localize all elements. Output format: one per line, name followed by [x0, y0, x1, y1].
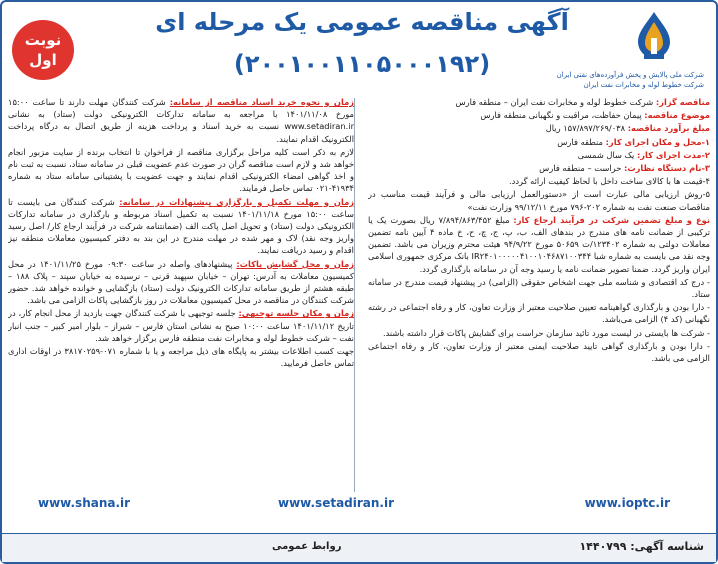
- guarantee-label: نوع و مبلغ تضمین شرکت در فرآیند ارجاع کار:: [513, 214, 710, 225]
- purchase-docs: [8, 96, 354, 145]
- tender-number: (۲۰۰۱۰۰۱۱۰۵۰۰۰۱۹۲): [233, 50, 491, 78]
- supervisor-label: ۳-نام دستگاه نظارت:: [624, 163, 710, 174]
- supervisor-value: حراست – منطقه فارس: [539, 163, 624, 174]
- logo-text-1: شرکت ملی پالایش و پخش فرآورده‌های نفتی ایران: [556, 71, 704, 79]
- requirement-safety: - دارا بودن و بارگذاری گواهی تایید صلاحیت ایمنی معتبر از وزارت تعاون، کار و رفاه اجتماعی الزامی می باشد.: [368, 340, 710, 364]
- tenderer: [368, 96, 710, 108]
- opening: [8, 258, 354, 307]
- oil-company-logo-icon: [624, 8, 684, 66]
- opening-text: پیشنهادهای واصله در ساعت ۰۹:۳۰ مورخ ۱۴۰۱/۱۱/۲۵ در محل کمیسیون معاملات به آدرس: تهران – خیابان سپهبد قرنی – نرسیده به خیابان سپند – پلاک ۱۸۸ – طبقه هشتم از طریق سامانه تدارکات الکترونیک دولت (ستاد) بازگشایی و خوانده خواهد شد. حضور شرکت کنندگان در مناقصه در محل کمیسیون معاملات در روز بازگشایی پاکات الزامی می باشد.: [8, 258, 354, 306]
- notice-header: [2, 2, 716, 94]
- left-column: [8, 96, 354, 494]
- opening-heading: زمان و محل گشایش پاکات:: [236, 258, 354, 269]
- setad-link[interactable]: www.setadiran.ir: [278, 496, 395, 510]
- round-badge: [12, 20, 74, 80]
- briefing-text: جلسه توجیهی با شرکت کنندگان جهت بازدید از محل انجام کار، در تاریخ ۱۴۰۱/۱۱/۱۲ ساعت ۱۰:۰۰ صبح به نشانی استان فارس – شیراز – بلوار امیر کبیر – جنب انبار نفت – شرکت خطوط لوله و مخابرات نفت منطقه فارس برگزار خواهد شد.: [8, 308, 354, 343]
- badge-line-2: اول: [29, 51, 57, 69]
- ioptc-link[interactable]: www.ioptc.ir: [584, 496, 670, 510]
- briefing: [8, 307, 354, 344]
- tenderer-value: شرکت خطوط لوله و مخابرات نفت ایران – منطقه فارس: [455, 97, 656, 107]
- tenderer-label: مناقصه گزار:: [655, 97, 710, 107]
- subject-value: پیمان حفاظت، مراقبت و نگهبانی منطقه فارس: [480, 110, 645, 121]
- notice-title: آگهی مناقصه عمومی یک مرحله ای: [155, 8, 569, 36]
- purchase-docs-text: شرکت کنندگان مهلت دارند تا ساعت ۱۵:۰۰ مورخ ۱۴۰۱/۱۱/۰۸ با مراجعه به سامانه تدارکات الکترونیکی دولت (ستاد) به نشانی www.setadiran.ir نسبت به خرید اسناد و پرداخت هزینه از طریق اتصال به درگاه پرداخت الکترونیک اقدام نمایند.: [8, 97, 354, 144]
- requirement-economic-code: - درج کد اقتصادی و شناسه ملی جهت اشخاص حقوقی (الزامی) در پیشنهاد قیمت مندرج در سامانه ستاد.: [368, 276, 710, 300]
- public-relations: روابط عمومی: [272, 541, 342, 552]
- notice-id: شناسه آگهی: ۱۴۴۰۷۹۹: [579, 540, 704, 553]
- registration-note: لازم به ذکر است کلیه مراحل برگزاری مناقصه از فراخوان تا انتخاب برنده از سایت مزبور انجام خواهد شد و لازم است مناقصه گران در صورت عدم عضویت قبلی در سامانه ستاد، نسبت به ثبت نام و اخذ گواهی امضاء الکترونیکی اقدام نمایند و جهت عضویت با پشتیبانی سامانه ستاد به شماره ۴۱۹۳۴-۰۲۱ تماس حاصل فرمایند.: [8, 146, 354, 194]
- location: [368, 136, 710, 148]
- supervisor: [368, 162, 710, 174]
- estimate-label: مبلغ برآورد مناقصه:: [627, 123, 710, 134]
- location-value: منطقه فارس: [557, 136, 606, 147]
- subject: [368, 109, 710, 121]
- website-links: [8, 496, 710, 516]
- logo-text-2: شرکت خطوط لوله و مخابرات نفت ایران: [583, 81, 704, 89]
- shana-link[interactable]: www.shana.ir: [38, 496, 131, 510]
- notice-body: [8, 96, 710, 494]
- duration: [368, 149, 710, 161]
- submission-deadline: [8, 196, 354, 257]
- subject-label: موضوع مناقصه:: [644, 110, 710, 121]
- duration-label: ۲-مدت اجرای کار:: [636, 149, 710, 160]
- submission-heading: زمان و مهلت تکمیل و بارگزاری پیشنهادات در سامانه:: [119, 196, 354, 207]
- contact-info: جهت کسب اطلاعات بیشتر به پایگاه های ذیل مراجعه و یا با شماره ۰۷۱-۳۸۱۷۰۲۵۹ در اوقات اداری تماس حاصل فرمایید.: [8, 346, 354, 369]
- right-column: [368, 96, 710, 494]
- badge-line-1: نوبت: [24, 31, 62, 49]
- guarantee: [368, 214, 710, 275]
- company-logo: [556, 8, 704, 94]
- submission-text: شرکت کنندگان می بایست تا ساعت ۱۵:۰۰ مورخ ۱۴۰۱/۱۱/۱۸ نسبت به تکمیل اسناد مربوطه و بارگذاری در سامانه تدارکات الکترونیکی دولت (ستاد) و تحویل اصل پاکت الف (ضمانتنامه شرکت در فرآیند ارجاع کار/ اصل رسید واریز وجه نقد) لاک و مهر شده در مهلت مندرج در این بند به دفتر کمیسیون معاملات منطقه نیز اقدام و رسید دریافت نمایند.: [8, 196, 354, 256]
- notice-footer: [2, 533, 716, 562]
- evaluation-method: ۵-روش ارزیابی مالی عبارت است از «دستورالعمل ارزیابی مالی و فرآیند قیمت مناسب در مناقصات صنعت نفت به شماره ۲۰۲-۷۹۶ مورخ ۹۹/۱۲/۱۱ وزارت نفت»: [368, 189, 710, 212]
- duration-value: یک سال شمسی: [577, 149, 637, 160]
- purchase-docs-heading: زمان و نحوه خرید اسناد مناقصه از سامانه:: [169, 97, 354, 107]
- briefing-heading: زمان و مکان جلسه توجیهی:: [238, 308, 354, 319]
- requirement-security: - شرکت ها بایستی در لیست مورد تائید سازمان حراست برای گشایش پاکات قرار داشته باشند.: [382, 327, 710, 338]
- estimate-value: ۱۵۷/۸۹۷/۲۶۹/۰۳۸ ریال: [545, 123, 628, 134]
- estimate: [368, 122, 710, 134]
- requirement-qualification: - دارا بودن و بارگذاری گواهینامه تعیین صلاحیت معتبر از وزارت تعاون، کار و رفاه اجتماعی در رشته نگهبانی (کد ۴) الزامی می‌باشد.: [368, 302, 710, 325]
- pricing-note: ۴-قیمت ها با کالای ساخت داخل با لحاظ کیفیت ارائه گردد.: [508, 176, 710, 187]
- location-label: ۱-محل و مکان اجرای کار:: [605, 136, 710, 147]
- guarantee-value: مبلغ ۷/۸۹۴/۸۶۳/۴۵۲ ریال بصورت یک یا ترکیبی از ضمانت نامه های مندرج در بندهای الف، ب، پ، ج، چ، ح، خ ماده ۴ آیین نامه تضمین معاملات دولتی به شماره ۱۲۳۴۰۲/ت ۵۰۶۵۹ مورخ ۹۴/۹/۲۲ هیئت محترم وزیران می باشد. تضمین وجه نقد می بایست به شماره شبا IR۲۴۰۱۰۰۰۰۰۴۱۰۰۱۰۴۶۸۷۱۰۰۳۴۴ بانک مرکزی جمهوری اسلامی ایران واریز گردد. ضمنا تصویر ضمانت نامه یا رسید وجه آن در سامانه بارگذاری گردد.: [368, 214, 710, 274]
